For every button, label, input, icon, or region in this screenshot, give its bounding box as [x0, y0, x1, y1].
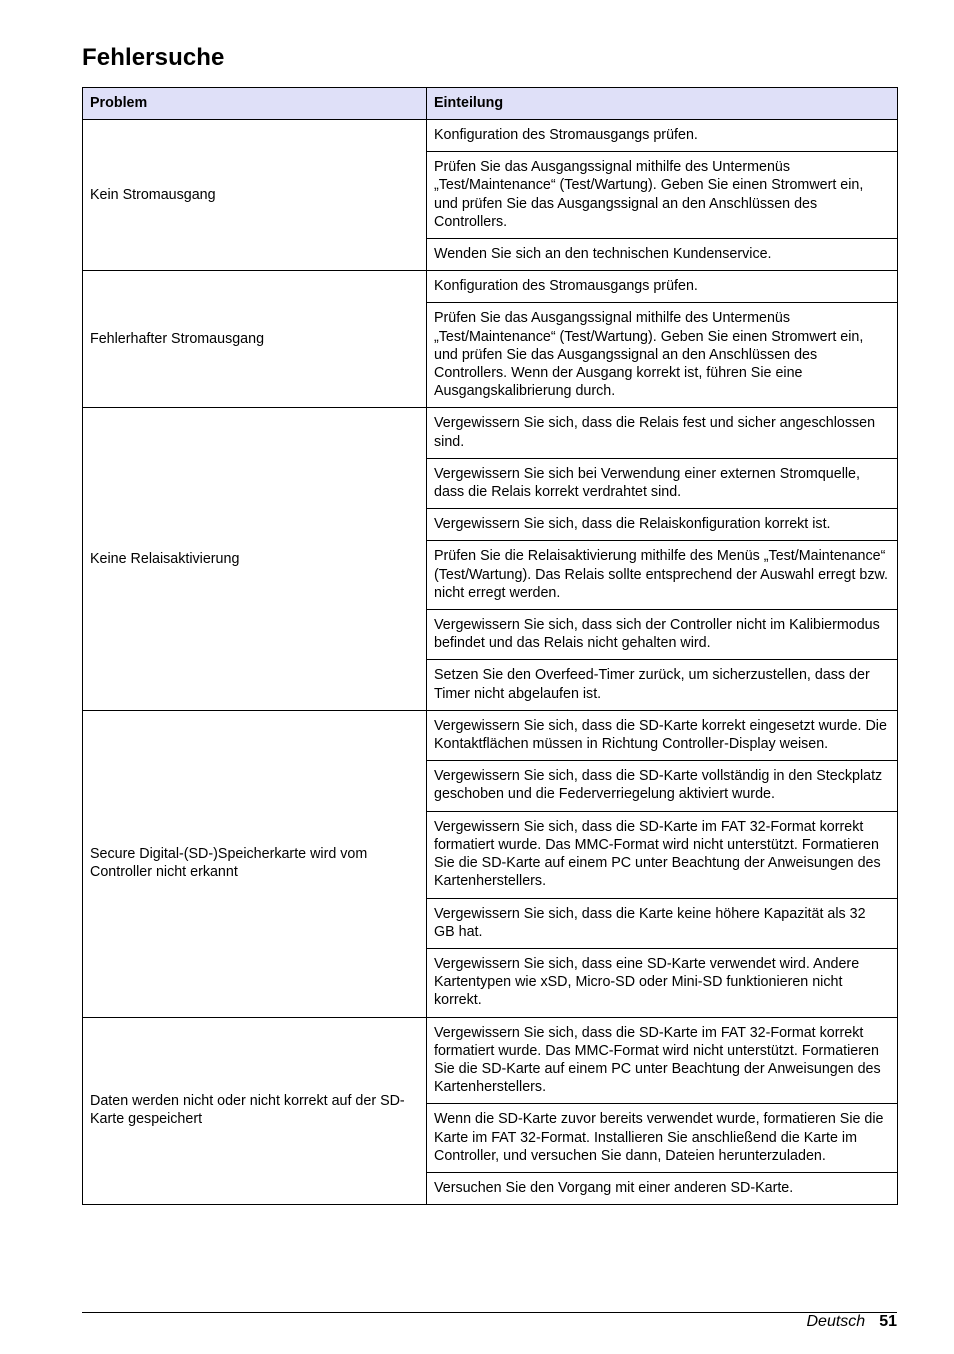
solution-cell: Konfiguration des Stromausgangs prüfen. — [427, 271, 898, 303]
header-solution: Einteilung — [427, 88, 898, 120]
solution-cell: Vergewissern Sie sich, dass die Karte keine höhere Kapazität als 32 GB hat. — [427, 898, 898, 948]
footer-language: Deutsch — [806, 1313, 866, 1330]
table-row — [83, 710, 898, 760]
page-footer — [807, 1312, 898, 1332]
problem-cell: Secure Digital-(SD-)Speicherkarte wird vom Controller nicht erkannt — [83, 710, 427, 1017]
table-header-row — [83, 88, 898, 120]
solution-cell: Vergewissern Sie sich, dass die SD-Karte im FAT 32-Format korrekt formatiert wurde. Das MMC-Format wird nicht unterstützt. Formatieren Sie die SD-Karte auf einem PC unter Beachtung der Anweisungen des Kartenherstellers. — [427, 1017, 898, 1104]
solution-cell: Vergewissern Sie sich bei Verwendung einer externen Stromquelle, dass die Relais korrekt verdrahtet sind. — [427, 458, 898, 508]
solution-cell: Vergewissern Sie sich, dass eine SD-Karte verwendet wird. Andere Kartentypen wie xSD, Micro-SD oder Mini-SD funktionieren nicht korrekt. — [427, 948, 898, 1017]
solution-cell: Prüfen Sie das Ausgangssignal mithilfe des Untermenüs „Test/Maintenance“ (Test/Wartung). Geben Sie einen Stromwert ein, und prüfen Sie das Ausgangssignal an den Anschlüssen des Controllers. — [427, 152, 898, 239]
solution-cell: Wenden Sie sich an den technischen Kundenservice. — [427, 239, 898, 271]
solution-cell: Setzen Sie den Overfeed-Timer zurück, um sicherzustellen, dass der Timer nicht abgelaufen ist. — [427, 660, 898, 710]
troubleshooting-table — [82, 87, 898, 1205]
solution-cell: Vergewissern Sie sich, dass sich der Controller nicht im Kalibiermodus befindet und das Relais nicht gehalten wird. — [427, 610, 898, 660]
solution-cell: Prüfen Sie das Ausgangssignal mithilfe des Untermenüs „Test/Maintenance“ (Test/Wartung). Geben Sie einen Stromwert ein, und prüfen Sie das Ausgangssignal an den Anschlüssen des Controllers. Wenn der Ausgang korrekt ist, führen Sie eine Ausgangskalibrierung durch. — [427, 303, 898, 408]
page-title: Fehlersuche — [82, 44, 225, 71]
page-number: 51 — [879, 1313, 897, 1330]
solution-cell: Wenn die SD-Karte zuvor bereits verwendet wurde, formatieren Sie die Karte im FAT 32-Format. Installieren Sie anschließend die Karte im Controller, und versuchen Sie dann, Dateien herunterzuladen. — [427, 1104, 898, 1173]
solution-cell: Konfiguration des Stromausgangs prüfen. — [427, 120, 898, 152]
solution-cell: Versuchen Sie den Vorgang mit einer anderen SD-Karte. — [427, 1172, 898, 1204]
table-row — [83, 1017, 898, 1104]
problem-cell: Daten werden nicht oder nicht korrekt auf der SD-Karte gespeichert — [83, 1017, 427, 1205]
solution-cell: Vergewissern Sie sich, dass die SD-Karte korrekt eingesetzt wurde. Die Kontaktflächen müssen in Richtung Controller-Display weisen. — [427, 710, 898, 760]
solution-cell: Vergewissern Sie sich, dass die SD-Karte im FAT 32-Format korrekt formatiert wurde. Das MMC-Format wird nicht unterstützt. Formatieren Sie die SD-Karte auf einem PC unter Beachtung der Anweisungen des Kartenherstellers. — [427, 811, 898, 898]
table-row — [83, 408, 898, 458]
problem-cell: Kein Stromausgang — [83, 120, 427, 271]
footer-divider — [82, 1312, 897, 1313]
table-row — [83, 271, 898, 303]
solution-cell: Vergewissern Sie sich, dass die SD-Karte vollständig in den Steckplatz geschoben und die Federverriegelung aktiviert wurde. — [427, 761, 898, 811]
problem-cell: Keine Relaisaktivierung — [83, 408, 427, 710]
solution-cell: Vergewissern Sie sich, dass die Relais fest und sicher angeschlossen sind. — [427, 408, 898, 458]
solution-cell: Vergewissern Sie sich, dass die Relaiskonfiguration korrekt ist. — [427, 509, 898, 541]
solution-cell: Prüfen Sie die Relaisaktivierung mithilfe des Menüs „Test/Maintenance“ (Test/Wartung). Das Relais sollte entsprechend der Auswahl erregt bzw. nicht erregt werden. — [427, 541, 898, 610]
table-row — [83, 120, 898, 152]
header-problem: Problem — [83, 88, 427, 120]
problem-cell: Fehlerhafter Stromausgang — [83, 271, 427, 408]
